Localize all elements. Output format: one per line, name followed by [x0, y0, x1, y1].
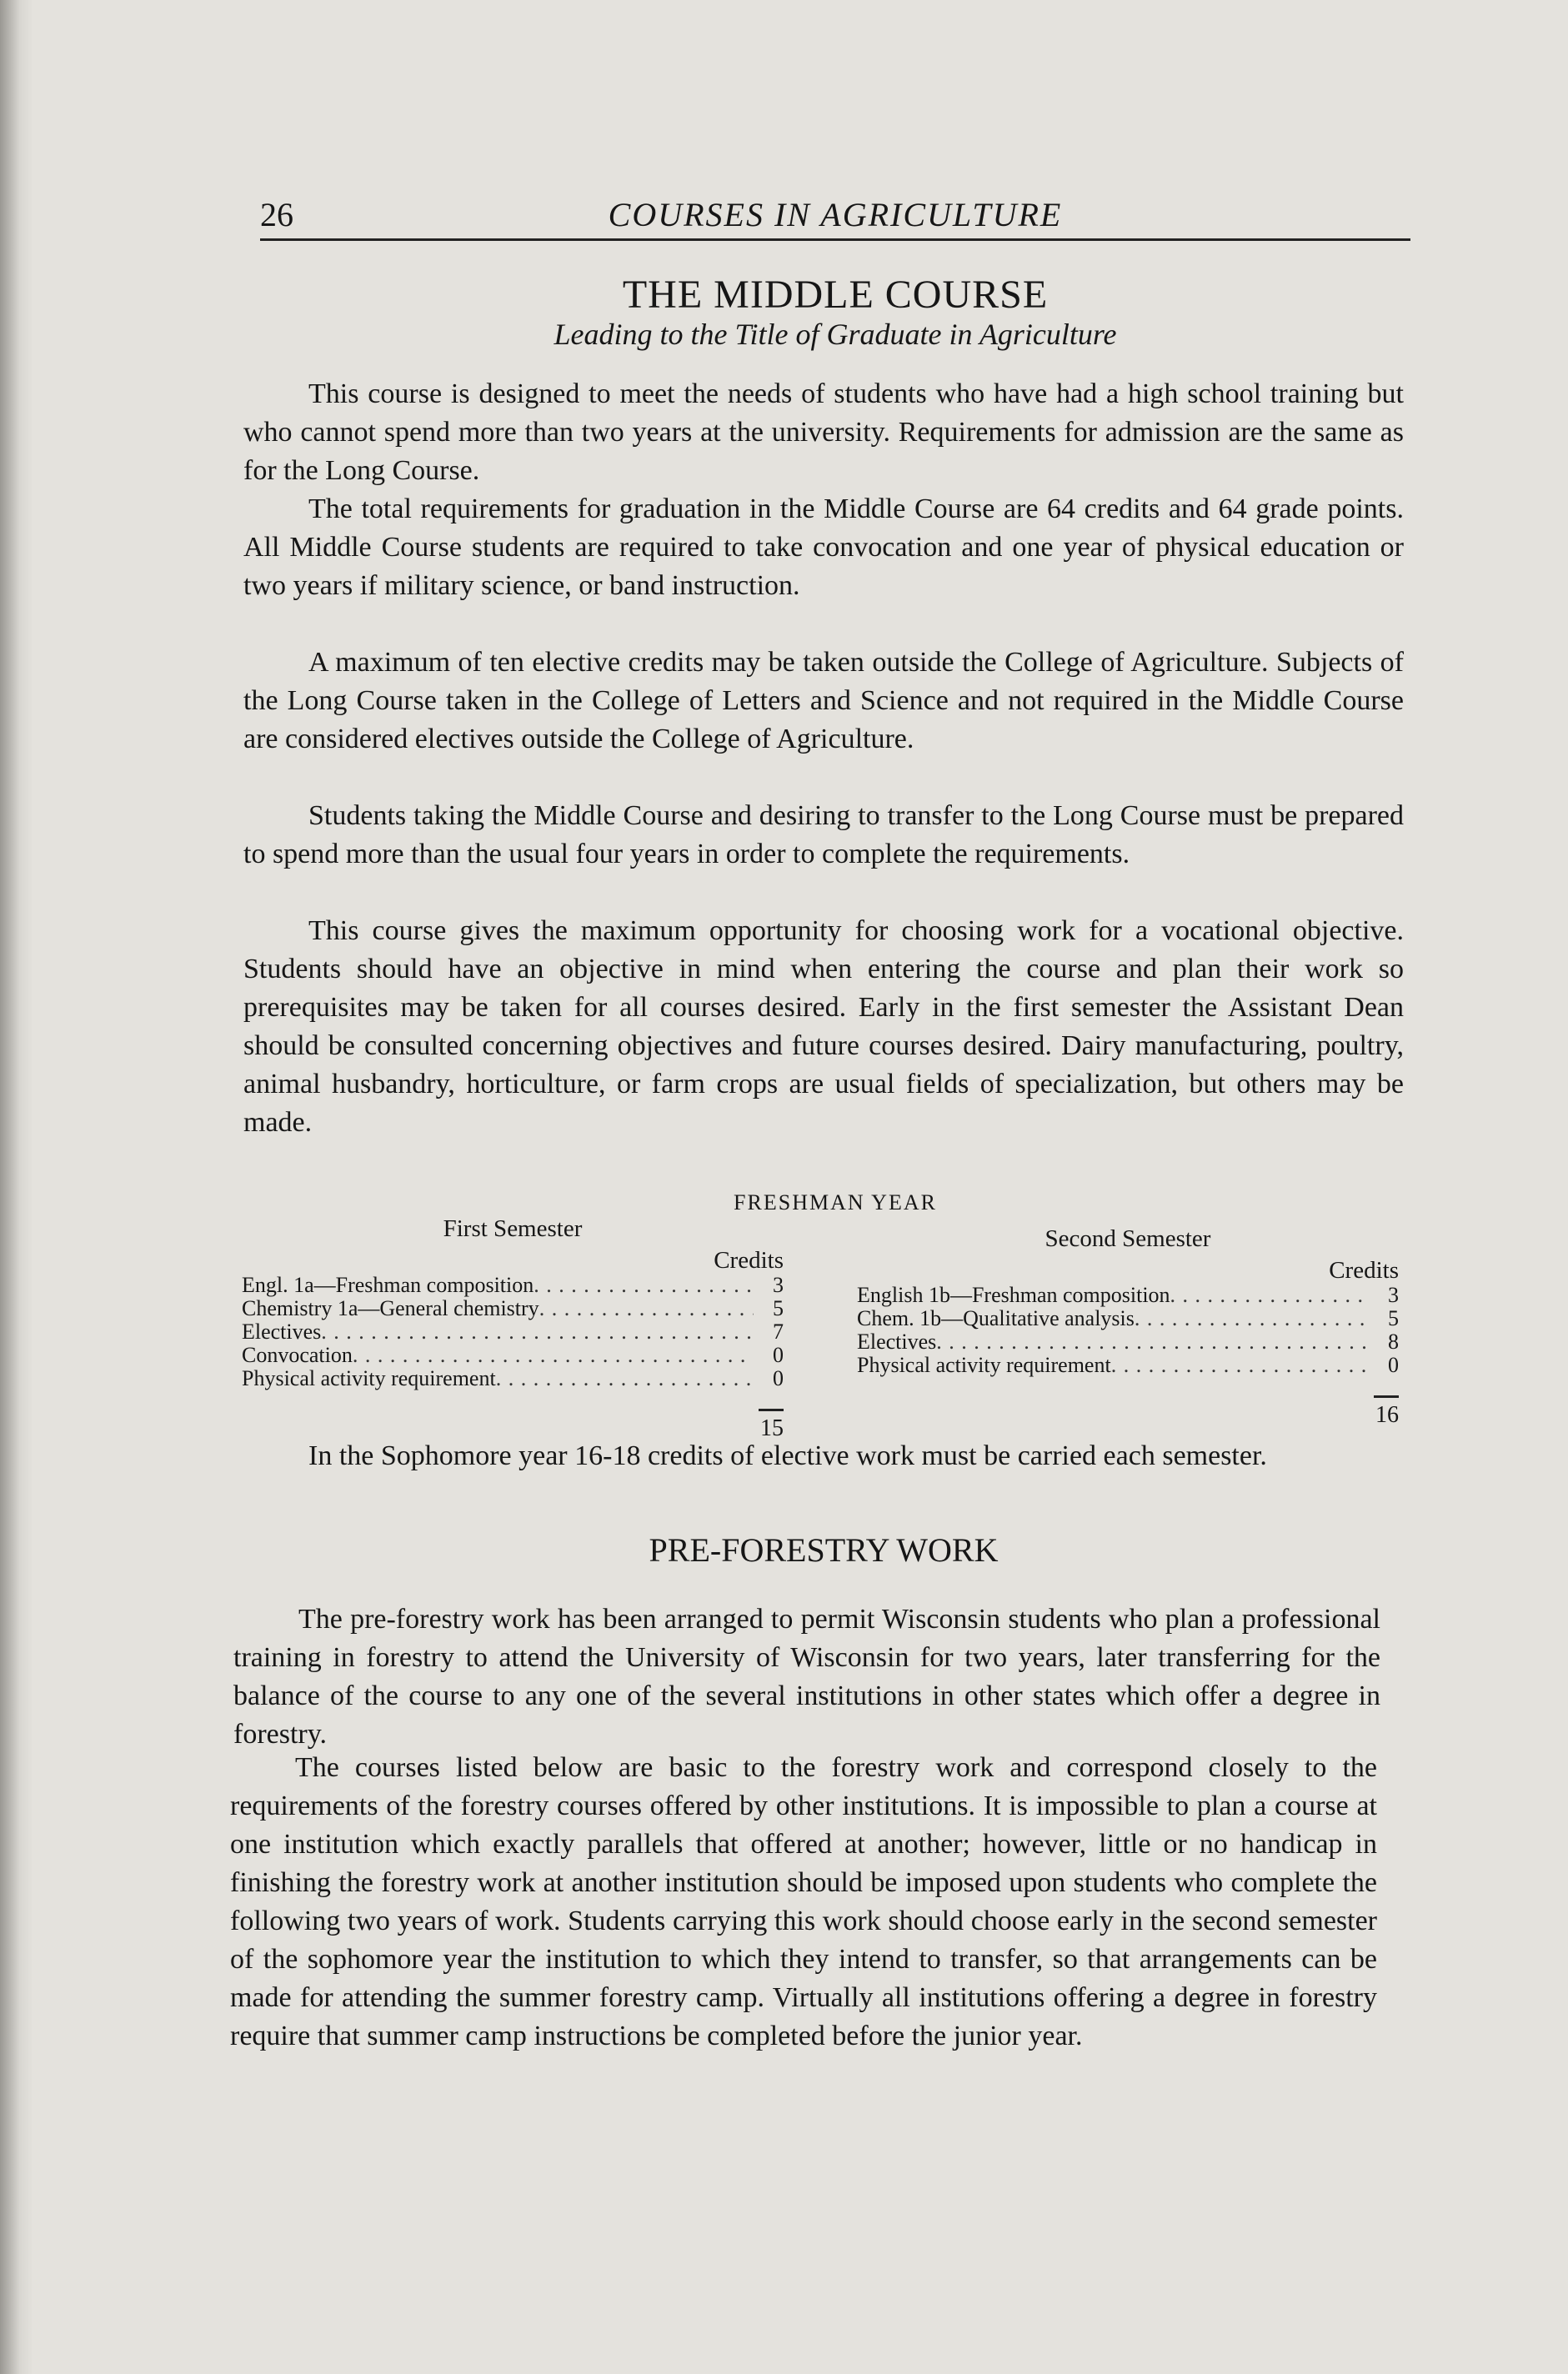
- section-title-pre-forestry: PRE-FORESTRY WORK: [649, 1531, 999, 1569]
- page-header: [260, 190, 1410, 241]
- first-semester-table: [242, 1215, 784, 1441]
- course-credits: 3: [773, 1273, 784, 1297]
- second-semester-total: 16: [1375, 1402, 1399, 1428]
- table-row: [857, 1354, 1399, 1377]
- paragraph-middle-course-5: This course gives the maximum opportunity for choosing work for a vocational objective. Students should have an objective in mind when entering the course and plan their work so prerequisites may be taken for all courses desired. Early in the first semester the Assistant Dean should be consulted concerning objectives and future courses desired. Dairy manufacturing, poultry, animal husbandry, horticulture, or farm crops are usual fields of specialization, but others may be made.: [243, 915, 1404, 1138]
- table-row: [857, 1284, 1399, 1307]
- table-row: [857, 1307, 1399, 1330]
- first-semester-title: First Semester: [443, 1215, 583, 1242]
- table-row: [242, 1367, 784, 1390]
- paragraph-middle-course-3: A maximum of ten elective credits may be taken outside the College of Agriculture. Subjects of the Long Course taken in the College of Letters and Science and not required in the Middle Course are considered electives outside the College of Agriculture.: [243, 647, 1404, 754]
- freshman-year-heading: FRESHMAN YEAR: [734, 1190, 937, 1215]
- course-name: Convocation: [242, 1343, 353, 1367]
- second-semester-table: [857, 1225, 1399, 1428]
- paragraph-pre-forestry-2: The courses listed below are basic to the forestry work and correspond closely to the requirements of the forestry courses offered by other institutions. It is impossible to plan a course at one institution which exactly parallels that offered at another; however, little or no handicap in finishing the forestry work at another institution should be imposed upon students who complete the following two years of work. Students carrying this work should choose early in the second semester of the sophomore year the institution to which they intend to transfer, so that arrangements can be made for attending the summer forestry camp. Virtually all institutions offering a degree in forestry require that summer camp instructions be completed before the junior year.: [230, 1752, 1377, 2051]
- course-name: Physical activity requirement: [242, 1366, 496, 1390]
- table-row: [242, 1274, 784, 1297]
- course-name: Electives: [242, 1320, 322, 1344]
- course-name: English 1b—Freshman composition: [857, 1283, 1170, 1307]
- course-name: Physical activity requirement: [857, 1353, 1111, 1377]
- page-number: 26: [260, 196, 293, 233]
- course-credits: 0: [773, 1343, 784, 1367]
- page-edge-shadow: [0, 0, 33, 2374]
- course-credits: 3: [1388, 1283, 1399, 1307]
- total-rule: [1374, 1395, 1399, 1398]
- course-credits: 8: [1388, 1330, 1399, 1354]
- total-rule: [759, 1409, 784, 1411]
- paragraph-middle-course-1: This course is designed to meet the needs of students who have had a high school training but who cannot spend more than two years at the university. Requirements for admission are the same as for the Long Course.: [243, 378, 1404, 486]
- paragraph-pre-forestry-1: The pre-forestry work has been arranged to permit Wisconsin students who plan a professional training in forestry to attend the University of Wisconsin for two years, later transferring for the balance of the course to any one of the several institutions in other states which offer a degree in forestry.: [233, 1604, 1380, 1750]
- course-credits: 0: [773, 1366, 784, 1390]
- dot-leader: [936, 1330, 1369, 1354]
- dot-leader: [321, 1320, 754, 1344]
- sophomore-note: In the Sophomore year 16-18 credits of elective work must be carried each semester.: [308, 1440, 1267, 1471]
- second-semester-credits-header: Credits: [1329, 1257, 1399, 1284]
- first-semester-credits-header: Credits: [714, 1247, 784, 1274]
- table-row: [242, 1320, 784, 1344]
- section-title-middle-course: THE MIDDLE COURSE: [622, 273, 1049, 317]
- dot-leader: [496, 1367, 754, 1390]
- dot-leader: [1135, 1307, 1369, 1330]
- section-subtitle: Leading to the Title of Graduate in Agriculture: [554, 318, 1117, 351]
- dot-leader: [1111, 1354, 1369, 1377]
- second-semester-title: Second Semester: [1044, 1225, 1211, 1252]
- dot-leader: [1170, 1284, 1369, 1307]
- course-credits: 5: [773, 1296, 784, 1320]
- paragraph-middle-course-4: Students taking the Middle Course and desiring to transfer to the Long Course must be prepared to spend more than the usual four years in order to complete the requirements.: [243, 800, 1404, 869]
- course-name: Engl. 1a—Freshman composition: [242, 1273, 534, 1297]
- dot-leader: [539, 1297, 754, 1320]
- table-row: [857, 1330, 1399, 1354]
- table-row: [242, 1297, 784, 1320]
- first-semester-total: 15: [760, 1415, 784, 1441]
- course-name: Chem. 1b—Qualitative analysis: [857, 1306, 1135, 1330]
- dot-leader: [534, 1274, 754, 1297]
- dot-leader: [353, 1344, 754, 1367]
- course-credits: 5: [1388, 1306, 1399, 1330]
- course-name: Chemistry 1a—General chemistry: [242, 1296, 539, 1320]
- course-name: Electives: [857, 1330, 937, 1354]
- course-credits: 7: [773, 1320, 784, 1344]
- course-credits: 0: [1388, 1353, 1399, 1377]
- table-row: [242, 1344, 784, 1367]
- paragraph-middle-course-2: The total requirements for graduation in the Middle Course are 64 credits and 64 grade points. All Middle Course students are required to take convocation and one year of physical education or two years if military science, or band instruction.: [243, 493, 1404, 601]
- running-title: COURSES IN AGRICULTURE: [608, 196, 1063, 233]
